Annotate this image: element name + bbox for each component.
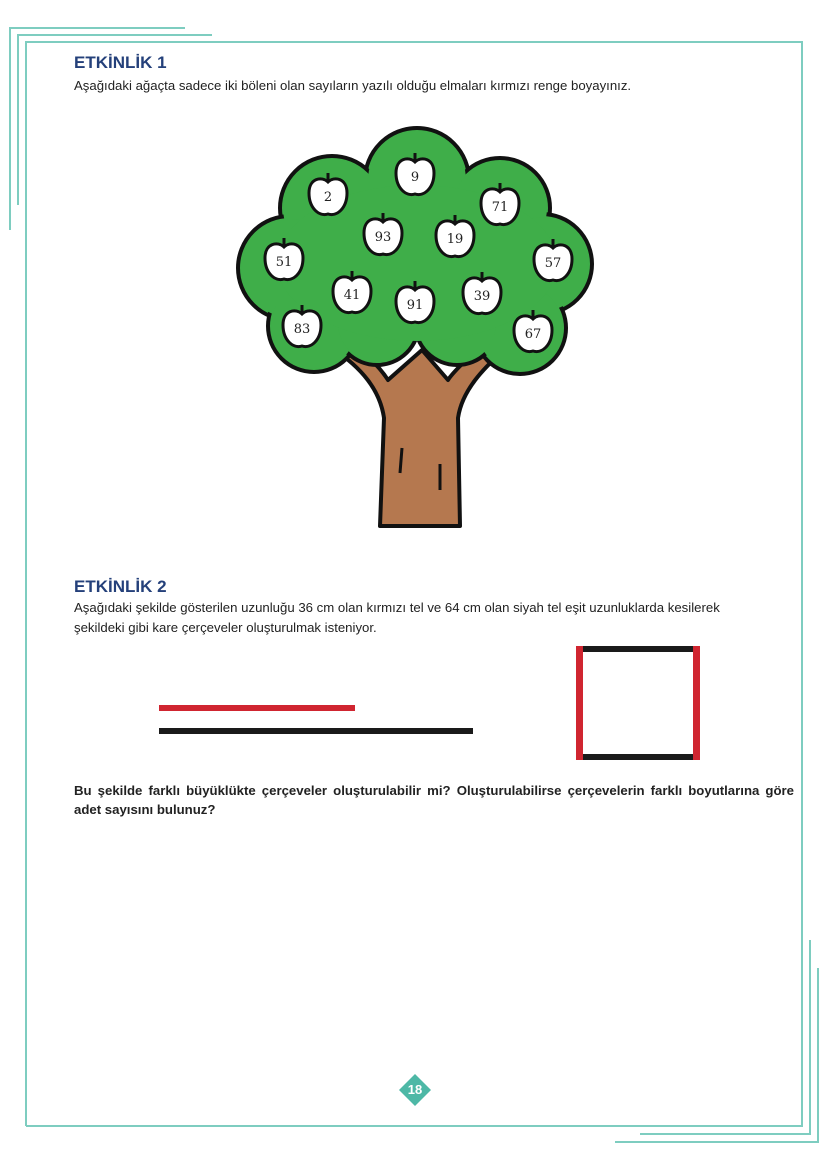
apple-tree-figure — [222, 118, 602, 548]
apple — [514, 310, 552, 352]
apple-number: 19 — [446, 232, 464, 247]
tree-trunk — [332, 340, 504, 526]
apple — [309, 173, 347, 215]
apple — [534, 239, 572, 281]
wire-figure — [150, 640, 720, 770]
apple — [396, 281, 434, 323]
apple — [481, 183, 519, 225]
apple — [283, 305, 321, 347]
apple-number: 91 — [406, 298, 424, 313]
square-frame — [576, 646, 700, 760]
activity2-instruction-line2: şekildeki gibi kare çerçeveler oluşturulmak isteniyor. — [74, 620, 377, 635]
activity2-title: ETKİNLİK 2 — [74, 577, 167, 596]
apple-number: 83 — [293, 322, 311, 337]
activity1-title: ETKİNLİK 1 — [74, 53, 167, 72]
apple — [396, 153, 434, 195]
activity2-instruction-line1: Aşağıdaki şekilde gösterilen uzunluğu 36 cm olan kırmızı tel ve 64 cm olan siyah tel eşit uzunluklarda kesilerek — [74, 600, 720, 615]
apple — [265, 238, 303, 280]
apple — [436, 215, 474, 257]
apple-number: 67 — [524, 327, 542, 342]
apple — [463, 272, 501, 314]
apple — [364, 213, 402, 255]
apple — [333, 271, 371, 313]
apple-number: 51 — [275, 255, 293, 270]
apple-number: 57 — [544, 256, 562, 271]
black-wire — [159, 728, 473, 734]
page-number-badge — [399, 1074, 431, 1106]
apple-number: 41 — [343, 288, 361, 303]
apple-number: 71 — [491, 200, 509, 215]
apple-number: 93 — [374, 230, 392, 245]
page-number: 18 — [407, 1082, 423, 1097]
red-wire — [159, 705, 355, 711]
apple-number: 39 — [473, 289, 491, 304]
activity1-instruction: Aşağıdaki ağaçta sadece iki böleni olan sayıların yazılı olduğu elmaları kırmızı renge boyayınız. — [74, 78, 632, 93]
activity2-question: Bu şekilde farklı büyüklükte çerçeveler oluşturulabilir mi? Oluşturulabilirse çerçevelerin farklı boyutlarına göre adet sayısını bulunuz? — [74, 783, 794, 817]
apple-number: 2 — [323, 190, 333, 205]
apple-number: 9 — [410, 170, 420, 185]
